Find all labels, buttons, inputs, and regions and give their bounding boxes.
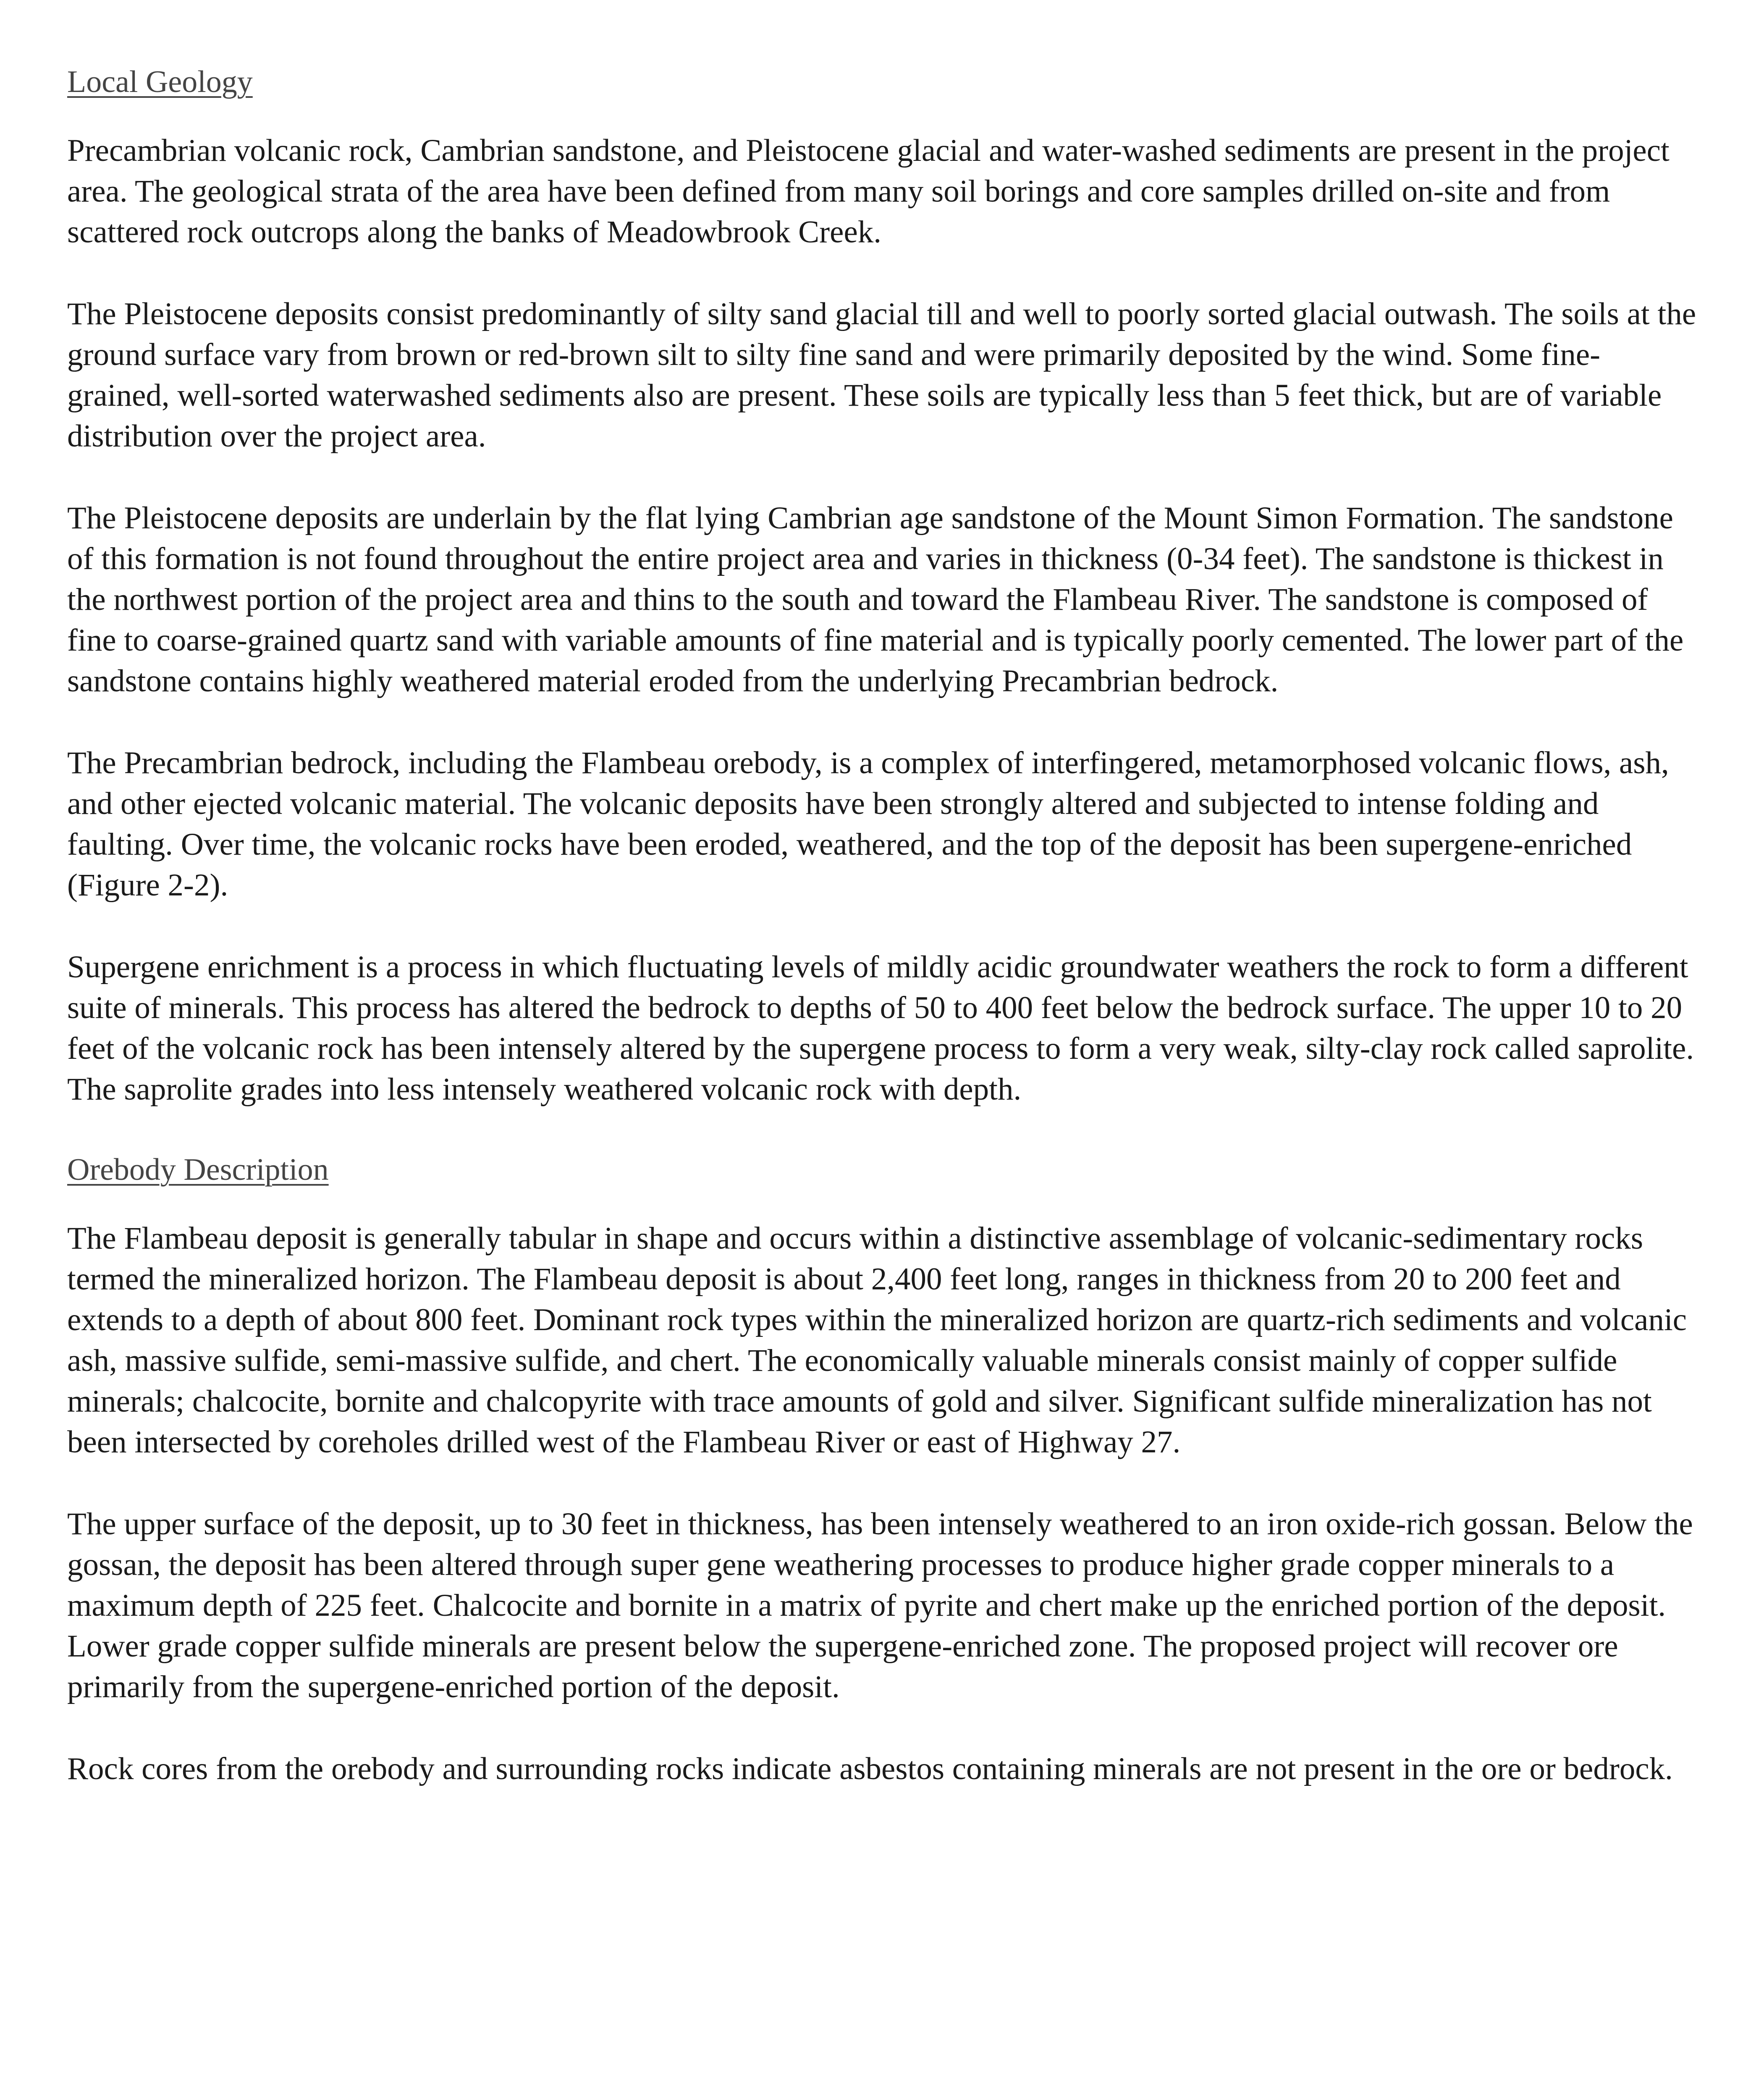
- local-geology-paragraph-2: The Pleistocene deposits consist predominantly of silty sand glacial till and well to poorly sorted glacial outwash. The soils at the ground surface vary from brown or red-brown silt to silty fine sand and were primarily deposited by the wind. Some fine-grained, well-sorted waterwashed sediments also are present. These soils are typically less than 5 feet thick, but are of variable distribution over the project area.: [67, 297, 1696, 454]
- local-geology-paragraph-1: Precambrian volcanic rock, Cambrian sandstone, and Pleistocene glacial and water-washed sediments are present in the project area. The geological strata of the area have been defined from many soil borings and core samples drilled on-site and from scattered rock outcrops along the banks of Meadowbrook Creek.: [67, 133, 1670, 249]
- orebody-paragraph-2: The upper surface of the deposit, up to 30 feet in thickness, has been intensely weathered to an iron oxide-rich gossan. Below the gossan, the deposit has been altered through super gene weathering processes to produce higher grade copper minerals to a maximum depth of 225 feet. Chalcocite and bornite in a matrix of pyrite and chert make up the enriched portion of the deposit. Lower grade copper sulfide minerals are present below the supergene-enriched zone. The proposed project will recover ore primarily from the supergene-enriched portion of the deposit.: [67, 1507, 1693, 1704]
- local-geology-heading: Local Geology: [67, 65, 253, 99]
- page-content: [67, 63, 1696, 1830]
- orebody-description-heading: Orebody Description: [67, 1152, 329, 1187]
- orebody-paragraph-1: The Flambeau deposit is generally tabular in shape and occurs within a distinctive assemblage of volcanic-sedimentary rocks termed the mineralized horizon. The Flambeau deposit is about 2,400 feet long, ranges in thickness from 20 to 200 feet and extends to a depth of about 800 feet. Dominant rock types within the mineralized horizon are quartz-rich sediments and volcanic ash, massive sulfide, semi-massive sulfide, and chert. The economically valuable minerals consist mainly of copper sulfide minerals; chalcocite, bornite and chalcopyrite with trace amounts of gold and silver. Significant sulfide mineralization has not been intersected by coreholes drilled west of the Flambeau River or east of Highway 27.: [67, 1221, 1687, 1460]
- local-geology-paragraph-3: The Pleistocene deposits are underlain by the flat lying Cambrian age sandstone of the Mount Simon Formation. The sandstone of this formation is not found throughout the entire project area and varies in thickness (0-34 feet). The sandstone is thickest in the northwest portion of the project area and thins to the south and toward the Flambeau River. The sandstone is composed of fine to coarse-grained quartz sand with variable amounts of fine material and is typically poorly cemented. The lower part of the sandstone contains highly weathered material eroded from the underlying Precambrian bedrock.: [67, 501, 1684, 698]
- orebody-paragraph-3: Rock cores from the orebody and surrounding rocks indicate asbestos containing minerals are not present in the ore or bedrock.: [67, 1751, 1673, 1786]
- local-geology-paragraph-5: Supergene enrichment is a process in which fluctuating levels of mildly acidic groundwater weathers the rock to form a different suite of minerals. This process has altered the bedrock to depths of 50 to 400 feet below the bedrock surface. The upper 10 to 20 feet of the volcanic rock has been intensely altered by the supergene process to form a very weak, silty-clay rock called saprolite. The saprolite grades into less intensely weathered volcanic rock with depth.: [67, 950, 1694, 1107]
- local-geology-paragraph-4: The Precambrian bedrock, including the Flambeau orebody, is a complex of interfingered, metamorphosed volcanic flows, ash, and other ejected volcanic material. The volcanic deposits have been strongly altered and subjected to intense folding and faulting. Over time, the volcanic rocks have been eroded, weathered, and the top of the deposit has been supergene-enriched (Figure 2-2).: [67, 746, 1669, 903]
